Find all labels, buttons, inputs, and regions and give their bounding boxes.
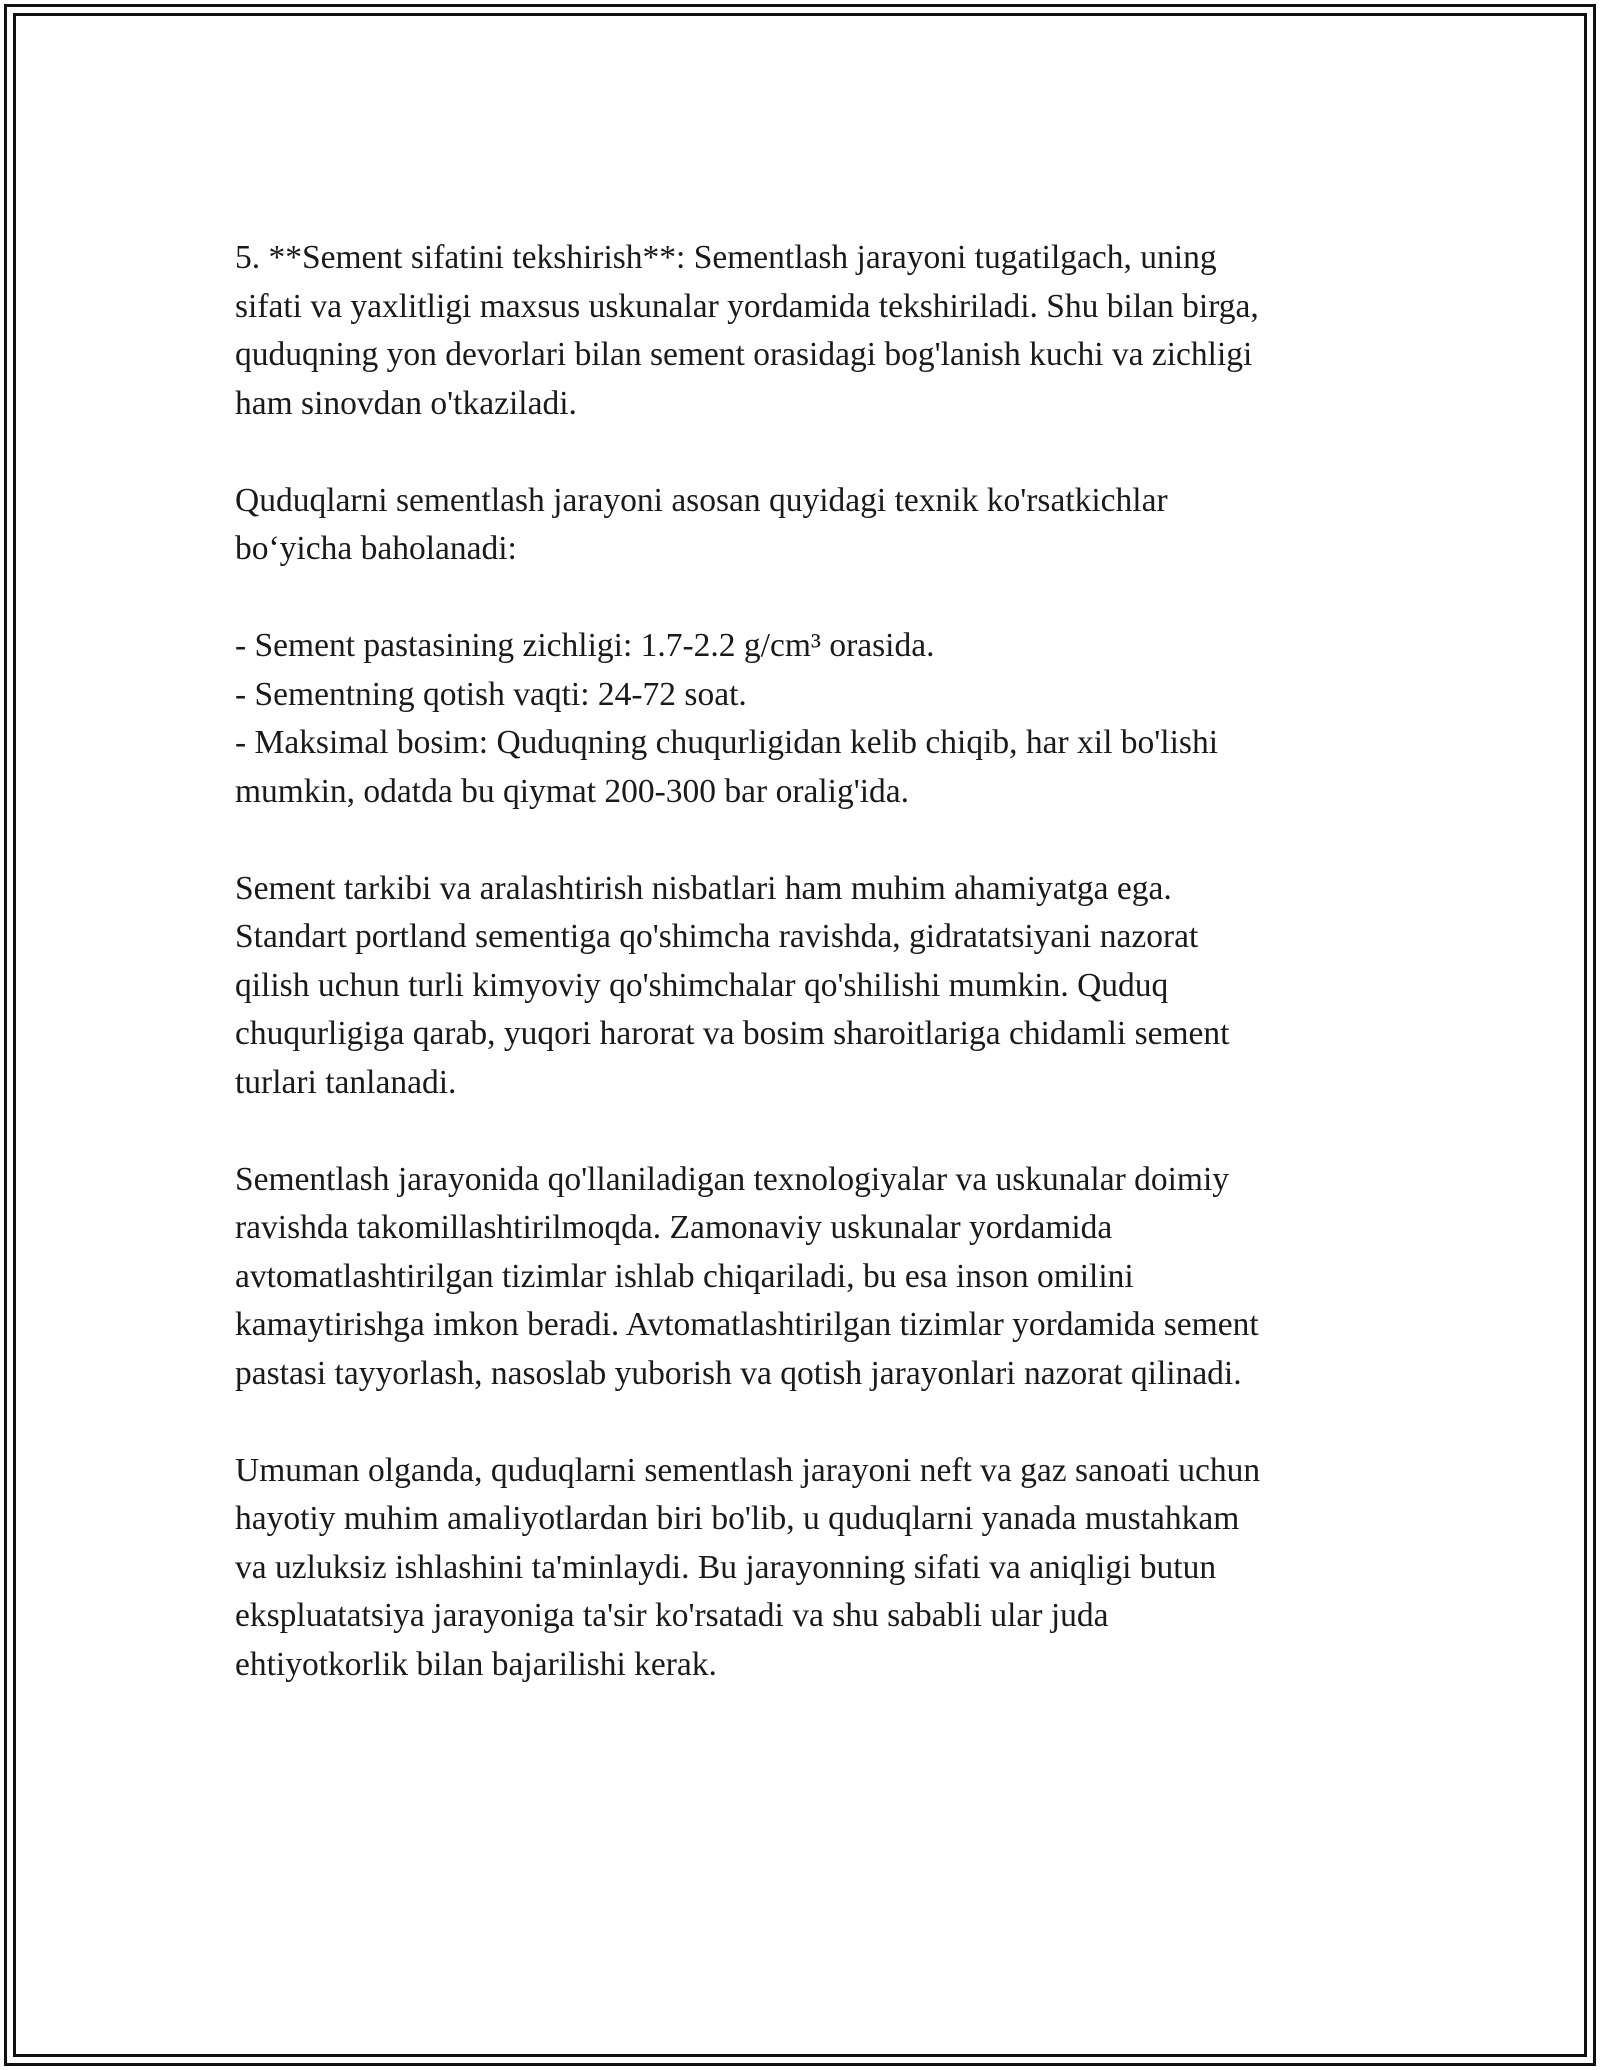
text-line: avtomatlashtirilgan tizimlar ishlab chiqariladi, bu esa inson omilini: [235, 1257, 1134, 1295]
text-line: kamaytirishga imkon beradi. Avtomatlashtirilgan tizimlar yordamida sement: [235, 1306, 1259, 1343]
list-item-max-pressure: - Maksimal bosim: Quduqning chuqurligidan kelib chiqib, har xil bo'lishi: [235, 724, 1219, 761]
text-line: Quduqlarni sementlash jarayoni asosan quyidagi texnik ko'rsatkichlar: [235, 481, 1168, 519]
text-line: ekspluatatsiya jarayoniga ta'sir ko'rsatadi va shu sababli ular juda: [235, 1597, 1109, 1634]
text-line: hayotiy muhim amaliyotlardan biri bo'lib, u quduqlarni yanada mustahkam: [235, 1500, 1240, 1537]
text-line: Sementlash jarayonida qo'llaniladigan texnologiyalar va uskunalar doimiy: [235, 1160, 1230, 1198]
text-line: sifati va yaxlitligi maxsus uskunalar yordamida tekshiriladi. Shu bilan birga,: [235, 287, 1259, 325]
text-line: ehtiyotkorlik bilan bajarilishi kerak.: [235, 1645, 717, 1683]
text-line: ravishda takomillashtirilmoqda. Zamonaviy uskunalar yordamida: [235, 1209, 1113, 1246]
text-line: quduqning yon devorlari bilan sement orasidagi bog'lanish kuchi va zichligi: [235, 336, 1253, 373]
list-item-setting-time: - Sementning qotish vaqti: 24-72 soat.: [235, 675, 747, 713]
text-line: chuqurligiga qarab, yuqori harorat va bosim sharoitlariga chidamli sement: [235, 1015, 1230, 1052]
text-line: pastasi tayyorlash, nasoslab yuborish va qotish jarayonlari nazorat qilinadi.: [235, 1354, 1242, 1392]
text-line: qilish uchun turli kimyoviy qo'shimchalar qo'shilishi mumkin. Quduq: [235, 966, 1169, 1004]
text-line: turlari tanlanadi.: [235, 1063, 457, 1101]
text-line: 5. **Sement sifatini tekshirish**: Sementlash jarayoni tugatilgach, uning: [235, 239, 1217, 276]
paragraph-cement-composition: [235, 865, 1375, 1108]
paragraph-indicator-list: [235, 622, 1375, 816]
paragraph-conclusion: [235, 1447, 1375, 1690]
list-item-density: - Sement pastasining zichligi: 1.7-2.2 g/cm³ orasida.: [235, 627, 935, 664]
list-item-max-pressure-cont: mumkin, odatda bu qiymat 200-300 bar oralig'ida.: [235, 772, 910, 810]
text-line: Sement tarkibi va aralashtirish nisbatlari ham muhim ahamiyatga ega.: [235, 869, 1172, 907]
paragraph-technologies: [235, 1156, 1375, 1399]
paragraph-cement-quality-check: [235, 234, 1375, 428]
paragraph-technical-indicators-intro: [235, 477, 1375, 574]
document-body: [235, 234, 1375, 1689]
text-line: Standart portland sementiga qo'shimcha ravishda, gidratatsiyani nazorat: [235, 918, 1199, 955]
text-line: ham sinovdan o'tkaziladi.: [235, 384, 577, 422]
text-line: va uzluksiz ishlashini ta'minlaydi. Bu jarayonning sifati va aniqligi butun: [235, 1548, 1217, 1586]
text-line: Umuman olganda, quduqlarni sementlash jarayoni neft va gaz sanoati uchun: [235, 1451, 1261, 1489]
text-line: bo‘yicha baholanadi:: [235, 530, 517, 567]
